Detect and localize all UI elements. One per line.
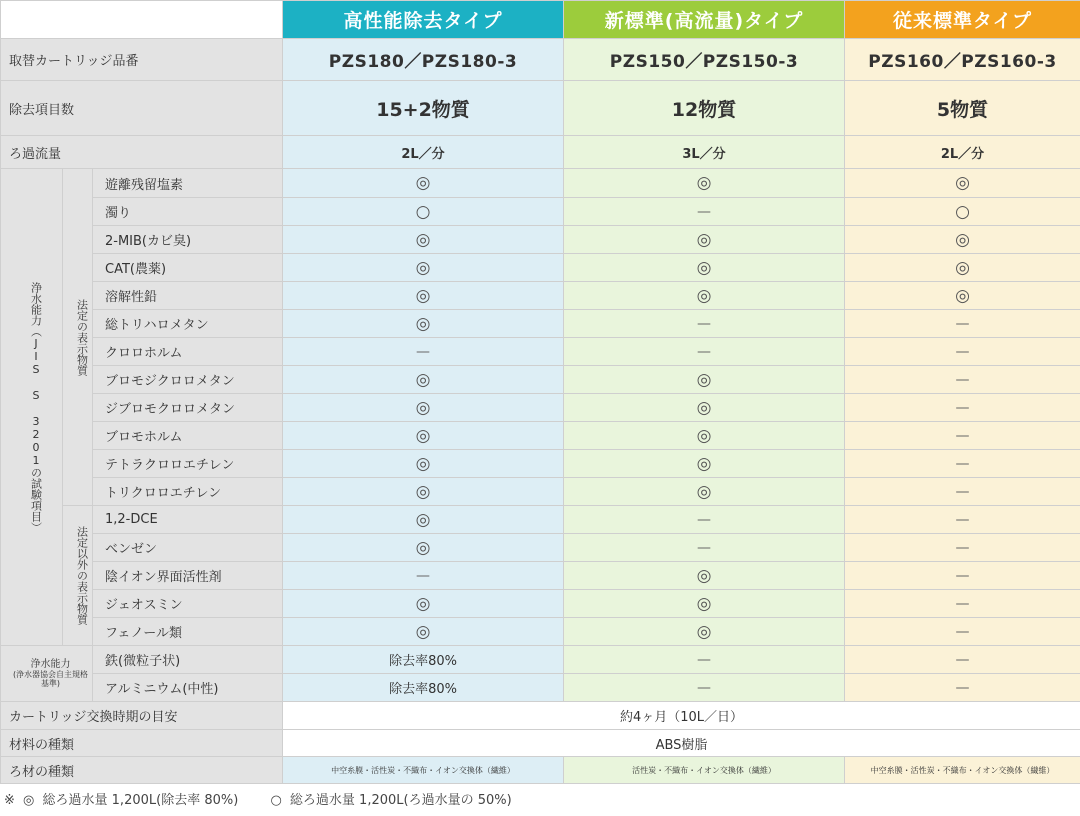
- item-new: ◎: [564, 562, 845, 590]
- model-row: [1, 39, 1080, 81]
- item-high: ◎: [283, 254, 564, 282]
- item-std: —: [845, 506, 1080, 534]
- footnote: [0, 786, 1080, 816]
- item-std: —: [845, 394, 1080, 422]
- item-new: —: [564, 310, 845, 338]
- model-new: PZS150／PZS150-3: [564, 39, 845, 81]
- count-new: 12物質: [564, 81, 845, 136]
- item-std: —: [845, 674, 1080, 702]
- item-std: ◎: [845, 226, 1080, 254]
- replace-label: カートリッジ交換時期の目安: [1, 702, 283, 730]
- item-high: ◎: [283, 590, 564, 618]
- filter-high: 中空糸膜・活性炭・不織布・イオン交換体（繊維）: [283, 757, 564, 784]
- item-row: [1, 478, 1080, 506]
- col-header-high: 高性能除去タイプ: [283, 1, 564, 39]
- item-row: [1, 534, 1080, 562]
- item-new: —: [564, 198, 845, 226]
- item-std: —: [845, 534, 1080, 562]
- item-name: 鉄(微粒子状): [93, 646, 283, 674]
- legal-group-label: [63, 169, 93, 506]
- item-new: ◎: [564, 169, 845, 198]
- item-high: ◎: [283, 366, 564, 394]
- item-name: CAT(農薬): [93, 254, 283, 282]
- item-std: —: [845, 450, 1080, 478]
- item-high: ◎: [283, 422, 564, 450]
- replace-row: [1, 702, 1080, 730]
- item-name: 2-MIB(カビ臭): [93, 226, 283, 254]
- item-row: [1, 646, 1080, 674]
- item-name: フェノール類: [93, 618, 283, 646]
- item-std: —: [845, 366, 1080, 394]
- item-row: [1, 674, 1080, 702]
- item-new: —: [564, 506, 845, 534]
- item-std: ○: [845, 198, 1080, 226]
- item-name: 濁り: [93, 198, 283, 226]
- item-new: —: [564, 534, 845, 562]
- item-name: 陰イオン界面活性剤: [93, 562, 283, 590]
- item-std: ◎: [845, 169, 1080, 198]
- item-row: [1, 422, 1080, 450]
- model-std: PZS160／PZS160-3: [845, 39, 1080, 81]
- item-row: [1, 226, 1080, 254]
- item-high: 除去率80%: [283, 674, 564, 702]
- flow-std: 2L／分: [845, 136, 1080, 169]
- own-group-title: 浄水能力: [30, 658, 71, 670]
- item-new: ◎: [564, 422, 845, 450]
- item-high: ◎: [283, 226, 564, 254]
- material-value: ABS樹脂: [283, 730, 1080, 757]
- col-header-new: 新標準(高流量)タイプ: [564, 1, 845, 39]
- item-row: [1, 254, 1080, 282]
- item-name: ジブロモクロロメタン: [93, 394, 283, 422]
- flow-label: ろ過流量: [1, 136, 283, 169]
- double-circle-note: 総ろ過水量 1,200L(除去率 80%): [42, 793, 239, 808]
- item-row: [1, 394, 1080, 422]
- item-std: —: [845, 478, 1080, 506]
- item-new: ◎: [564, 226, 845, 254]
- item-std: —: [845, 562, 1080, 590]
- item-new: ◎: [564, 254, 845, 282]
- item-row: [1, 366, 1080, 394]
- filter-label: ろ材の種類: [1, 757, 283, 784]
- item-name: 遊離残留塩素: [93, 169, 283, 198]
- item-std: ◎: [845, 254, 1080, 282]
- item-high: ◎: [283, 394, 564, 422]
- item-std: —: [845, 422, 1080, 450]
- header-row: [1, 1, 1080, 39]
- item-row: [1, 310, 1080, 338]
- item-std: —: [845, 310, 1080, 338]
- non-legal-group-text: 法定以外の表示物質: [75, 526, 89, 625]
- item-high: ◎: [283, 618, 564, 646]
- item-high: —: [283, 562, 564, 590]
- item-new: ◎: [564, 366, 845, 394]
- item-high: ◎: [283, 310, 564, 338]
- header-blank: [1, 1, 283, 39]
- flow-new: 3L／分: [564, 136, 845, 169]
- jis-group-label: [1, 169, 63, 646]
- item-name: ブロモホルム: [93, 422, 283, 450]
- item-name: トリクロロエチレン: [93, 478, 283, 506]
- non-legal-group-label: [63, 506, 93, 646]
- item-high: ◎: [283, 450, 564, 478]
- own-group-sub: (浄水器協会自主規格基準): [12, 670, 89, 689]
- item-high: ○: [283, 198, 564, 226]
- item-name: 総トリハロメタン: [93, 310, 283, 338]
- filter-new: 活性炭・不織布・イオン交換体（繊維）: [564, 757, 845, 784]
- legal-group-text: 法定の表示物質: [75, 298, 89, 376]
- flow-high: 2L／分: [283, 136, 564, 169]
- item-high: 除去率80%: [283, 646, 564, 674]
- item-high: ◎: [283, 282, 564, 310]
- jis-group-text: 浄水能力（JIS S 3201の試験項目）: [29, 281, 43, 533]
- material-row: [1, 730, 1080, 757]
- double-circle-symbol: ◎: [23, 793, 35, 808]
- item-name: ジェオスミン: [93, 590, 283, 618]
- item-high: —: [283, 338, 564, 366]
- model-high: PZS180／PZS180-3: [283, 39, 564, 81]
- item-row: [1, 282, 1080, 310]
- count-std: 5物質: [845, 81, 1080, 136]
- item-new: ◎: [564, 450, 845, 478]
- count-row: [1, 81, 1080, 136]
- item-new: ◎: [564, 590, 845, 618]
- item-high: ◎: [283, 506, 564, 534]
- item-name: アルミニウム(中性): [93, 674, 283, 702]
- col-header-std: 従来標準タイプ: [845, 1, 1080, 39]
- item-new: ◎: [564, 282, 845, 310]
- replace-value: 約4ヶ月（10L／日）: [283, 702, 1080, 730]
- item-row: [1, 590, 1080, 618]
- circle-note: 総ろ過水量 1,200L(ろ過水量の 50%): [289, 793, 512, 808]
- item-row: [1, 198, 1080, 226]
- footnote-mark: ※: [4, 793, 15, 808]
- material-label: 材料の種類: [1, 730, 283, 757]
- item-high: ◎: [283, 478, 564, 506]
- item-new: —: [564, 646, 845, 674]
- item-name: クロロホルム: [93, 338, 283, 366]
- item-std: ◎: [845, 282, 1080, 310]
- item-name: 溶解性鉛: [93, 282, 283, 310]
- count-high: 15+2物質: [283, 81, 564, 136]
- item-name: テトラクロロエチレン: [93, 450, 283, 478]
- item-high: ◎: [283, 534, 564, 562]
- count-label: 除去項目数: [1, 81, 283, 136]
- flow-row: [1, 136, 1080, 169]
- filter-row: [1, 757, 1080, 784]
- item-new: —: [564, 674, 845, 702]
- item-row: [1, 562, 1080, 590]
- item-row: [1, 169, 1080, 198]
- item-std: —: [845, 618, 1080, 646]
- item-name: ベンゼン: [93, 534, 283, 562]
- item-row: [1, 618, 1080, 646]
- item-new: ◎: [564, 478, 845, 506]
- item-new: ◎: [564, 618, 845, 646]
- item-name: ブロモジクロロメタン: [93, 366, 283, 394]
- model-label: 取替カートリッジ品番: [1, 39, 283, 81]
- circle-symbol: ○: [270, 793, 282, 808]
- item-row: [1, 338, 1080, 366]
- item-row: [1, 506, 1080, 534]
- item-new: ◎: [564, 394, 845, 422]
- item-name: 1,2-DCE: [93, 506, 283, 534]
- item-high: ◎: [283, 169, 564, 198]
- item-row: [1, 450, 1080, 478]
- own-group-label: [1, 646, 93, 702]
- filter-std: 中空糸膜・活性炭・不織布・イオン交換体（繊維）: [845, 757, 1080, 784]
- item-new: —: [564, 338, 845, 366]
- item-std: —: [845, 338, 1080, 366]
- item-std: —: [845, 646, 1080, 674]
- item-std: —: [845, 590, 1080, 618]
